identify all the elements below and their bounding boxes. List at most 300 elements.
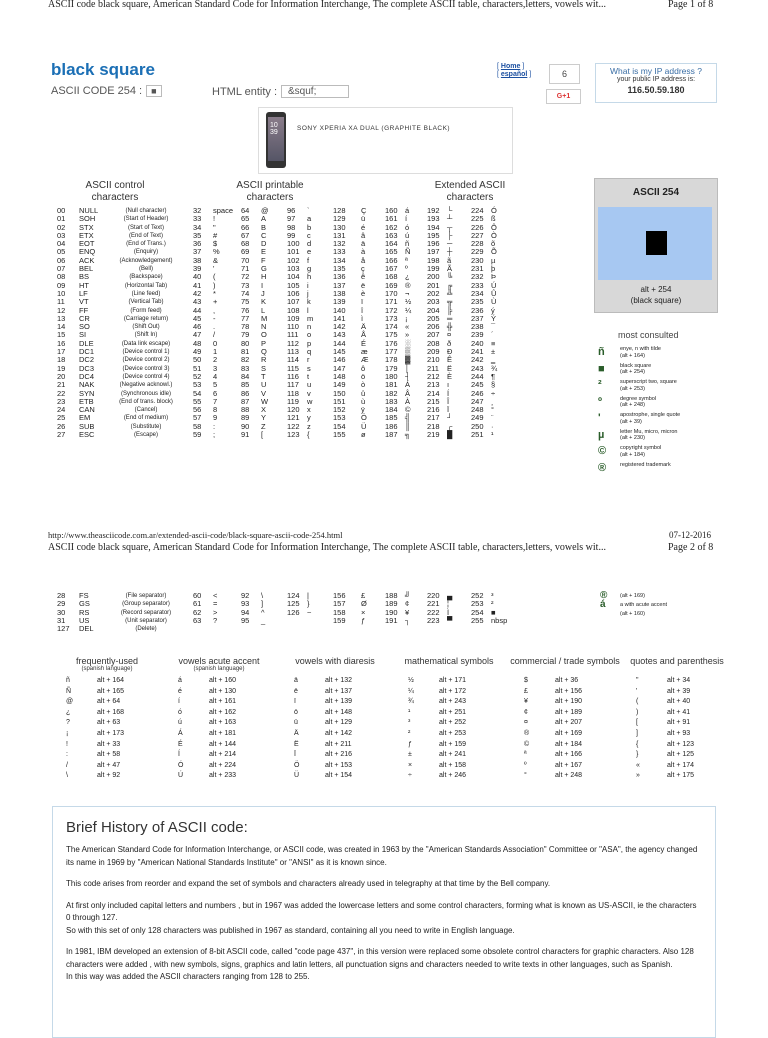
category-item[interactable] [52, 718, 162, 729]
category-item[interactable] [280, 761, 390, 772]
table-cell: 184 [385, 405, 398, 415]
category-item[interactable] [280, 687, 390, 698]
html-entity-line [212, 85, 349, 98]
table-cell: w [307, 396, 313, 406]
table-row [55, 592, 509, 600]
consulted-item[interactable] [598, 412, 718, 429]
category-alt-code: alt + 34 [667, 677, 691, 684]
category-item[interactable] [164, 708, 274, 719]
category-item[interactable] [510, 761, 620, 772]
table-cell: A [261, 214, 267, 224]
table-cell: : [213, 421, 216, 431]
history-paragraph: So with this set of only 128 characters was published in 1967 as standard, containing all you need to write in English language. [66, 925, 515, 935]
table-cell: 237 [471, 313, 484, 323]
table-cell: 178 [385, 355, 398, 365]
detail-alt-code: alt + 254 [640, 285, 672, 294]
table-cell: 7 [213, 396, 218, 406]
table-cell: 11 [57, 297, 65, 307]
table-cell: ö [361, 371, 366, 381]
table-cell: 245 [471, 380, 484, 390]
table-cell: ENQ [79, 247, 96, 257]
ip-title[interactable]: What is my IP address ? [610, 66, 702, 76]
table-cell [285, 617, 305, 625]
consulted-item[interactable] [598, 363, 718, 380]
category-char: £ [524, 687, 528, 695]
ascii-table [55, 207, 509, 439]
table-row [55, 600, 509, 608]
table-cell: ú [405, 230, 410, 240]
category-alt-code: alt + 163 [209, 719, 237, 727]
table-cell: $ [213, 239, 218, 249]
table-cell: 209 [427, 347, 440, 357]
table-cell: 44 [193, 305, 202, 315]
table-cell: 226 [471, 222, 484, 232]
consulted-char: ■ [598, 362, 605, 375]
table-cell: 05 [57, 247, 66, 257]
espanol-link[interactable]: español [500, 71, 528, 78]
consulted-item[interactable] [598, 396, 718, 413]
category-title: frequently-used [75, 656, 139, 666]
table-cell: c [307, 230, 311, 240]
category-item[interactable] [394, 771, 504, 782]
table-cell: 133 [333, 247, 346, 257]
category-item[interactable] [622, 718, 732, 729]
table-cell: T [261, 371, 266, 381]
category-alt-code: alt + 159 [439, 740, 467, 748]
category-char: ¢ [524, 708, 528, 716]
table-cell: 176 [385, 338, 398, 348]
table-cell: 02 [57, 222, 66, 232]
home-link[interactable]: Home [500, 63, 521, 70]
table-cell: 211 [427, 363, 439, 373]
detail-preview [598, 207, 712, 280]
category-alt-code: alt + 168 [97, 708, 125, 716]
table-cell [259, 625, 285, 633]
category-alt-code: alt + 241 [439, 751, 467, 759]
history-box [52, 806, 716, 1038]
table-cell: # [213, 230, 218, 240]
table-cell: µ [491, 255, 496, 265]
category-item[interactable] [164, 687, 274, 698]
category-item[interactable] [164, 718, 274, 729]
category-item[interactable] [280, 771, 390, 782]
table-cell: 37 [193, 247, 202, 257]
consulted-label: enye, n with tilde (alt + 164) [620, 346, 661, 359]
category-char: $ [524, 677, 528, 684]
page2-number: Page 2 of 8 [668, 542, 714, 553]
table-cell: P [261, 338, 267, 348]
table-cell: 171 [385, 297, 398, 307]
table-cell: 00 [57, 206, 66, 215]
category-alt-code: alt + 36 [555, 677, 579, 684]
table-cell: 220 [427, 591, 440, 600]
table-cell: 15 [57, 330, 66, 340]
table-cell: 112 [287, 338, 299, 348]
table-cell: (Backspace) [129, 274, 163, 281]
table-cell: 185 [385, 413, 398, 423]
black-square-glyph [646, 231, 667, 255]
table-cell: 07 [57, 264, 66, 274]
table-cell: ╦ [447, 297, 453, 307]
category-item[interactable] [52, 761, 162, 772]
category-item[interactable] [622, 729, 732, 740]
category-alt-code: alt + 161 [209, 698, 237, 706]
category-alt-code: alt + 184 [555, 740, 583, 748]
consulted-item[interactable] [598, 379, 718, 396]
table-cell: p [307, 338, 312, 348]
table-cell [359, 625, 383, 633]
table-cell: 69 [241, 247, 250, 257]
category-item[interactable] [52, 740, 162, 751]
category-item[interactable] [394, 729, 504, 740]
table-cell: ] [261, 599, 264, 609]
ad-text: SONY XPERIA XA DUAL (GRAPHITE BLACK) [297, 125, 451, 132]
table-cell: @ [261, 206, 269, 215]
category-char: ¡ [66, 729, 69, 737]
category-item[interactable] [622, 687, 732, 698]
ip-box [595, 63, 717, 103]
category-list [280, 676, 390, 782]
category-char: ! [66, 740, 68, 748]
table-cell: ╩ [447, 288, 453, 298]
table-cell: ` [307, 206, 310, 215]
table-cell: 26 [57, 421, 66, 431]
consulted-char: á [600, 599, 606, 610]
table-cell: 04 [57, 239, 66, 249]
category-alt-code: alt + 207 [555, 719, 583, 727]
table-cell: (Shift Out) [132, 324, 160, 331]
category-item[interactable] [280, 740, 390, 751]
category-item[interactable] [280, 750, 390, 761]
table-cell: Q [261, 347, 267, 357]
gplus-button[interactable]: G+1 [546, 89, 581, 104]
table-cell: . [213, 322, 216, 332]
table-cell: BEL [79, 264, 94, 274]
category-item[interactable] [622, 761, 732, 772]
table-cell: V [261, 388, 267, 398]
table-cell: 146 [333, 355, 346, 365]
consulted-item[interactable] [600, 600, 720, 609]
table-cell: CR [79, 313, 90, 323]
table-cell: (Device control 4) [122, 373, 170, 380]
table-cell: 84 [241, 371, 250, 381]
category-item[interactable] [164, 740, 274, 751]
table-cell: é [361, 222, 366, 232]
table-cell: 139 [333, 297, 346, 307]
table-cell: 155 [333, 430, 346, 440]
table-cell: 177 [385, 347, 398, 357]
consulted-item[interactable] [598, 445, 718, 462]
table-cell: ~ [307, 607, 312, 617]
page-title: black square [51, 60, 155, 79]
category-item[interactable] [164, 676, 274, 687]
table-cell: (End of medium) [123, 415, 169, 422]
table-cell: X [261, 405, 267, 415]
table-row [55, 298, 509, 306]
category-item[interactable] [510, 708, 620, 719]
category-item[interactable] [510, 697, 620, 708]
table-cell: 14 [57, 322, 66, 332]
table-cell: 24 [57, 405, 66, 415]
category-item[interactable] [622, 740, 732, 751]
table-cell: % [213, 247, 220, 257]
category-char: Ï [294, 751, 296, 759]
category-item[interactable] [52, 771, 162, 782]
table-cell: 229 [471, 247, 484, 257]
table-cell: u [307, 380, 312, 390]
table-cell: H [261, 272, 267, 282]
history-paragraph: This code arises from reorder and expand the set of symbols and characters already used in telegraphy at that time by the Bell company. [66, 879, 551, 888]
table-cell: 196 [427, 239, 440, 249]
category-alt-code: alt + 40 [667, 698, 691, 706]
consulted-char: ® [600, 590, 608, 601]
ad-banner[interactable] [258, 107, 513, 174]
table-row [55, 240, 509, 248]
table-cell: ¢ [405, 599, 410, 609]
category-item[interactable] [280, 729, 390, 740]
category-char: ½ [408, 677, 414, 684]
table-cell: 222 [427, 607, 440, 617]
category-item[interactable] [52, 676, 162, 687]
table-cell: 6 [213, 388, 218, 398]
page-number: Page 1 of 8 [668, 0, 714, 10]
table-row [55, 323, 509, 331]
table-cell: Ã [447, 264, 453, 274]
category-alt-code: alt + 139 [325, 698, 353, 706]
table-cell: ð [447, 338, 452, 348]
category-char: í [178, 698, 180, 706]
table-cell: 105 [287, 280, 300, 290]
category-alt-code: alt + 132 [325, 677, 353, 684]
table-cell: 9 [213, 413, 218, 423]
consulted-label: black square (alt + 254) [620, 362, 652, 375]
table-cell: 97 [287, 214, 296, 224]
table-cell: È [447, 371, 453, 381]
category-char: ƒ [408, 740, 412, 748]
table-row [55, 232, 509, 240]
table-cell: (File separator) [125, 593, 167, 599]
category-item[interactable] [164, 761, 274, 772]
table-row [55, 609, 509, 617]
table-cell: DC1 [79, 347, 95, 357]
table-cell: á [405, 206, 410, 215]
category-alt-code: alt + 251 [439, 708, 467, 716]
most-consulted-list [598, 346, 718, 478]
table-cell: 217 [427, 413, 440, 423]
category-item[interactable] [622, 750, 732, 761]
table-cell [239, 625, 259, 633]
table-cell: ^ [261, 607, 265, 617]
col-title-extended: Extended ASCII characters [434, 180, 506, 203]
table-cell: ACK [79, 255, 95, 265]
share-count: 6 [549, 64, 580, 84]
category-item[interactable] [510, 687, 620, 698]
table-cell: 223 [427, 615, 440, 625]
category-item[interactable] [622, 708, 732, 719]
table-cell: 40 [193, 272, 202, 282]
ascii-table-continued [55, 592, 509, 633]
table-cell: 212 [427, 371, 440, 381]
category-item[interactable] [622, 697, 732, 708]
category-item[interactable] [52, 729, 162, 740]
table-cell: 90 [241, 421, 250, 431]
category-item[interactable] [510, 750, 620, 761]
category-alt-code: alt + 165 [97, 687, 125, 695]
category-char: Ö [294, 761, 300, 769]
category-subtitle: (spanish language) [81, 666, 133, 672]
table-cell: 151 [333, 396, 346, 406]
table-cell: (Device control 3) [122, 365, 170, 372]
category-alt-code: alt + 63 [97, 719, 121, 727]
table-cell: 138 [333, 288, 346, 298]
category-title: quotes and parenthesis [630, 656, 724, 666]
consulted-item[interactable] [598, 462, 718, 479]
table-cell: 22 [57, 388, 66, 398]
table-cell: ┤ [405, 371, 411, 381]
table-cell: 50 [193, 355, 202, 365]
table-cell: 161 [385, 214, 398, 224]
table-cell: 51 [193, 363, 202, 373]
table-cell: Í [447, 388, 450, 398]
table-cell: 57 [193, 413, 202, 423]
category-item[interactable] [280, 676, 390, 687]
category-item[interactable] [510, 676, 620, 687]
category-char: ¤ [524, 719, 528, 727]
category-item[interactable] [164, 750, 274, 761]
table-cell: 165 [385, 247, 398, 257]
category-item[interactable] [52, 750, 162, 761]
consulted-item[interactable] [600, 609, 720, 618]
category-title: vowels acute accent [178, 656, 260, 666]
category-item[interactable] [394, 697, 504, 708]
category-item[interactable] [52, 697, 162, 708]
category-item[interactable] [510, 729, 620, 740]
table-cell: Y [261, 413, 267, 423]
consulted-char: º [598, 395, 603, 408]
table-cell [331, 625, 359, 633]
category-char: © [524, 740, 530, 748]
table-cell: 29 [57, 599, 66, 609]
table-row [55, 617, 509, 625]
category-item[interactable] [280, 718, 390, 729]
table-cell: 239 [471, 330, 484, 340]
table-cell: 114 [287, 355, 299, 365]
table-cell: 147 [333, 363, 346, 373]
table-cell: 128 [333, 206, 346, 215]
category-item[interactable] [394, 676, 504, 687]
table-cell: 167 [385, 264, 398, 274]
table-cell: ã [447, 255, 452, 265]
footer-url[interactable]: http://www.theasciicode.com.ar/extended-ascii-code/black-square-ascii-code-254.html [48, 530, 343, 540]
category-item[interactable] [280, 697, 390, 708]
table-cell: > [213, 607, 218, 617]
table-cell: 116 [287, 371, 299, 381]
table-cell: 193 [427, 214, 440, 224]
category-item[interactable] [280, 708, 390, 719]
table-cell: ü [361, 214, 366, 224]
table-cell: 169 [385, 280, 398, 290]
category-list [622, 676, 732, 782]
table-cell: 82 [241, 355, 250, 365]
category-char: : [66, 751, 68, 759]
category-item[interactable] [164, 697, 274, 708]
category-char: « [636, 761, 640, 769]
table-cell: (Device control 2) [122, 357, 170, 364]
consulted-item[interactable] [598, 346, 718, 363]
category-item[interactable] [394, 750, 504, 761]
col-title-printable: ASCII printable characters [236, 180, 304, 203]
category-char: { [636, 740, 639, 748]
table-cell: ³ [491, 591, 494, 600]
category-item[interactable] [394, 687, 504, 698]
consulted-label: (alt + 160) [620, 610, 645, 617]
table-cell: 09 [57, 280, 66, 290]
table-cell: EM [79, 413, 91, 423]
category-column [510, 656, 620, 782]
table-cell: 143 [333, 330, 346, 340]
category-item[interactable] [394, 761, 504, 772]
category-item[interactable] [52, 687, 162, 698]
table-cell: Æ [361, 355, 369, 365]
table-cell [445, 625, 469, 633]
table-cell: ä [361, 239, 366, 249]
table-cell: 164 [385, 239, 398, 249]
table-cell: (Record separator) [120, 609, 172, 616]
table-cell: 13 [57, 313, 66, 323]
table-cell: } [307, 599, 310, 609]
table-cell: 96 [287, 206, 296, 215]
table-cell: 64 [241, 206, 250, 215]
table-cell: 174 [385, 322, 398, 332]
table-cell: ¥ [405, 607, 410, 617]
category-item[interactable] [622, 676, 732, 687]
table-cell: E [261, 247, 267, 257]
category-item[interactable] [164, 729, 274, 740]
table-cell: ÷ [491, 388, 496, 398]
category-item[interactable] [394, 718, 504, 729]
consulted-item[interactable] [598, 429, 718, 446]
table-cell: 120 [287, 405, 300, 415]
category-item[interactable] [394, 708, 504, 719]
table-cell: 80 [241, 338, 250, 348]
category-char: Ó [178, 761, 184, 769]
category-item[interactable] [394, 740, 504, 751]
category-item[interactable] [510, 771, 620, 782]
table-cell: 186 [385, 421, 398, 431]
table-cell: ▓ [405, 355, 411, 365]
category-item[interactable] [510, 718, 620, 729]
category-char: ³ [408, 719, 411, 727]
table-cell: 188 [385, 591, 398, 600]
table-cell: (Horizontal Tab) [124, 282, 168, 289]
category-item[interactable] [164, 771, 274, 782]
table-cell: Ë [447, 363, 453, 373]
category-item[interactable] [52, 708, 162, 719]
table-cell: 173 [385, 313, 398, 323]
table-cell: 42 [193, 288, 202, 298]
category-alt-code: alt + 214 [209, 751, 237, 759]
category-item[interactable] [622, 771, 732, 782]
consulted-char: © [598, 445, 607, 457]
category-alt-code: alt + 144 [209, 740, 237, 748]
table-cell: 47 [193, 330, 202, 340]
category-item[interactable] [510, 740, 620, 751]
table-cell: 01 [57, 214, 66, 224]
table-cell: 89 [241, 413, 250, 423]
table-cell: 148 [333, 371, 346, 381]
table-cell: 134 [333, 255, 346, 265]
table-cell: 136 [333, 272, 346, 282]
